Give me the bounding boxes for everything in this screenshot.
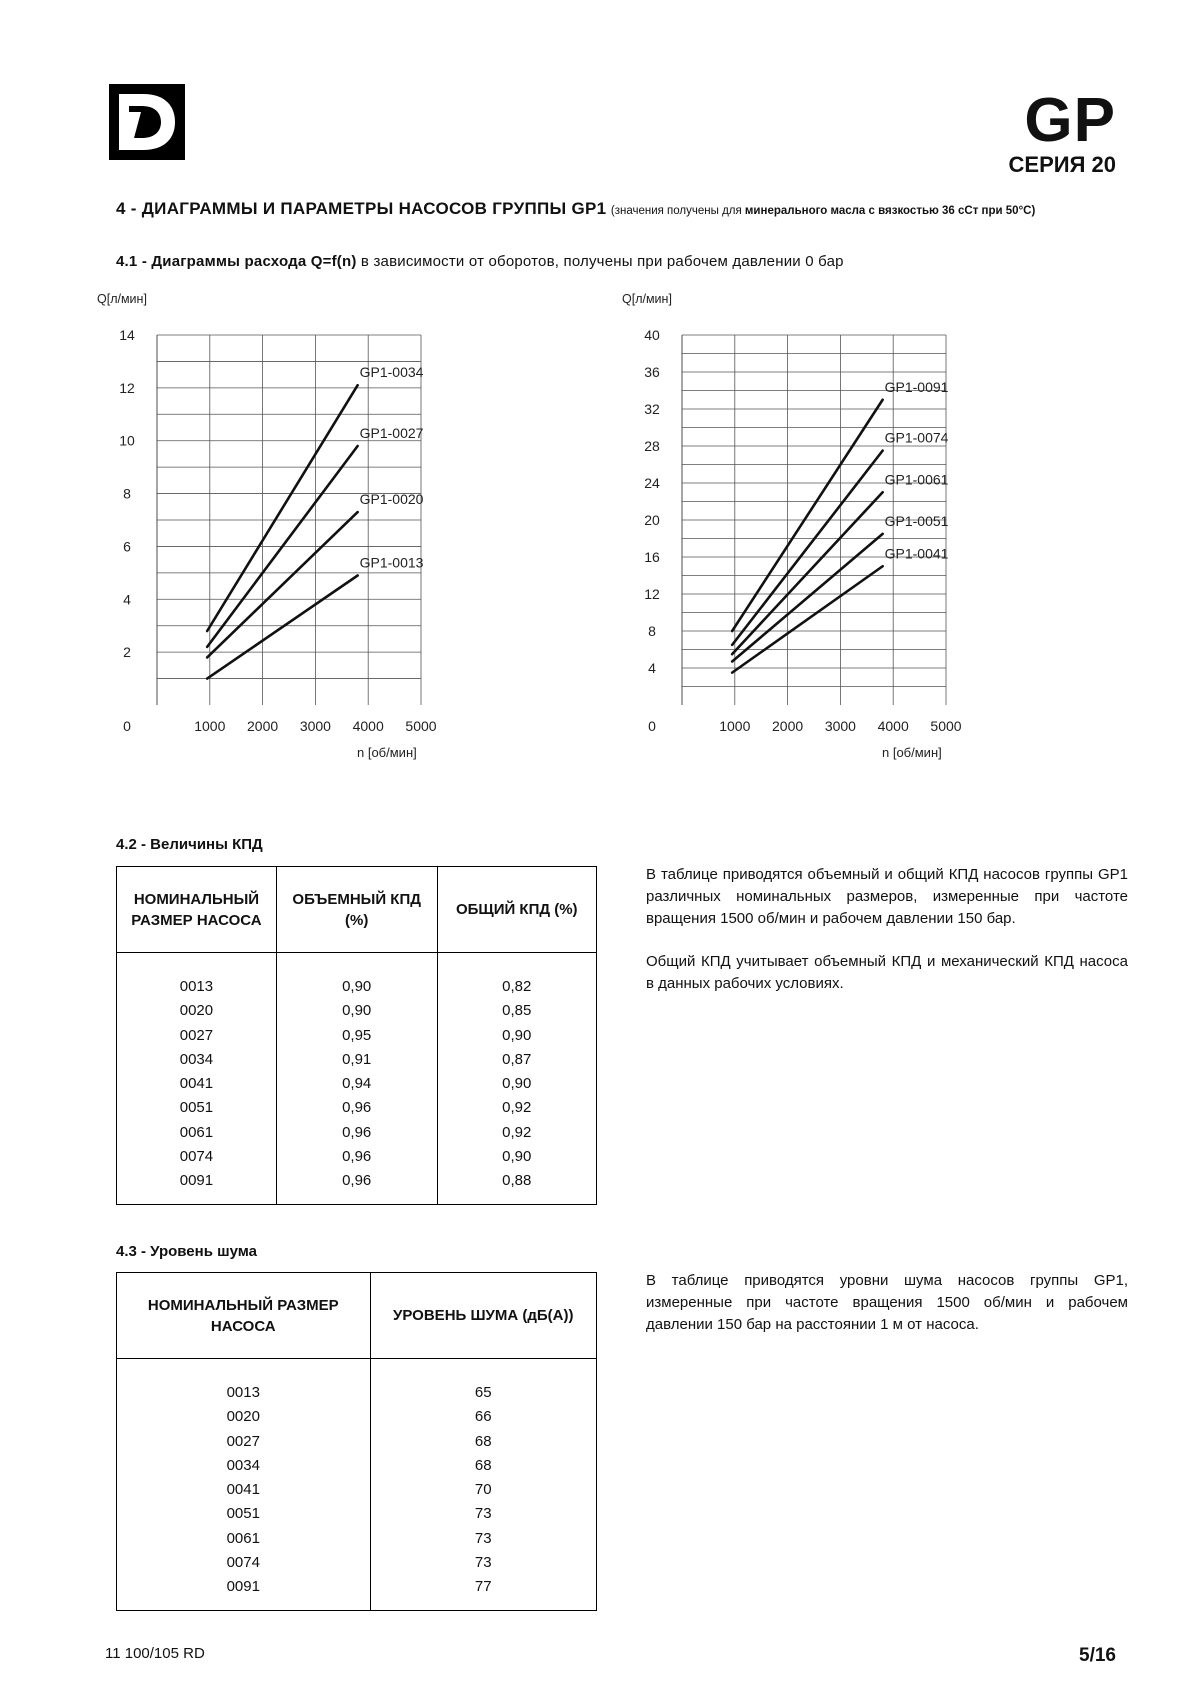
y-tick-label: 2 (123, 644, 131, 661)
x-tick-label: 2000 (772, 718, 804, 734)
table-cell: 0091 (179, 1172, 214, 1190)
y-tick-label: 16 (644, 549, 660, 565)
table-cell: 77 (474, 1578, 492, 1596)
x-tick-label: 5000 (405, 718, 437, 734)
section-heading: 4 - ДИАГРАММЫ И ПАРАМЕТРЫ НАСОСОВ ГРУППЫ GP1 (116, 199, 607, 218)
table-cell: 66 (474, 1408, 492, 1426)
table-cell: 0,90 (502, 1148, 532, 1166)
x-tick-label: 1000 (719, 718, 751, 734)
table-cell: 0,90 (502, 1026, 532, 1044)
table-cell: 0051 (226, 1505, 260, 1523)
y-tick-label: 20 (644, 512, 660, 528)
series-label: GP1-0013 (359, 554, 424, 571)
table-cell: 68 (474, 1456, 492, 1474)
y-tick-label: 24 (644, 475, 660, 491)
y-tick-label: 4 (123, 591, 131, 608)
table-cell: 0074 (179, 1148, 214, 1166)
table-cell: 73 (474, 1554, 492, 1572)
series-label: GP1-0091 (884, 378, 949, 395)
y-tick-label: 8 (123, 485, 131, 502)
table-cell: 0,95 (342, 1026, 372, 1044)
efficiency-header-overall: ОБЩИЙ КПД (%) (437, 867, 596, 953)
table-cell: 0091 (226, 1578, 260, 1596)
efficiency-col-overall (437, 953, 596, 1205)
table-cell: 0020 (226, 1408, 260, 1426)
y-tick-label: 8 (648, 623, 656, 639)
noise-text-1: В таблице приводятся уровни шума насосов группы GP1, измеренные при частоте вращения 1500 об/мин и рабочем давлении 150 бар на расстоянии 1 м от насоса. (646, 1272, 1128, 1333)
series-label: GP1-0041 (884, 545, 949, 562)
efficiency-header-size: НОМИНАЛЬНЫЙ РАЗМЕР НАСОСА (117, 867, 277, 953)
brand-block (1008, 86, 1116, 178)
efficiency-col-size (117, 953, 277, 1205)
y-tick-label: 28 (644, 438, 660, 454)
series-label: GP1-0074 (884, 429, 949, 446)
series-label: GP1-0051 (884, 512, 949, 529)
efficiency-table (116, 866, 597, 1205)
x-axis-label: n [об/мин] (882, 745, 942, 760)
series-label: СЕРИЯ 20 (1008, 152, 1116, 177)
table-cell: 0,90 (502, 1075, 532, 1093)
flow-chart-left-svg (95, 288, 495, 798)
flow-chart-left (95, 288, 495, 798)
table-cell: 0051 (179, 1099, 214, 1117)
table-cell: 0,96 (342, 1123, 372, 1141)
axis-zero-label: 0 (123, 718, 131, 734)
subsection-43-title: 4.3 - Уровень шума (116, 1243, 257, 1260)
efficiency-header-volumetric: ОБЪЕМНЫЙ КПД (%) (276, 867, 437, 953)
series-label: GP1-0020 (359, 491, 424, 508)
table-cell: 0013 (179, 978, 214, 995)
table-cell: 0041 (226, 1481, 260, 1499)
table-cell: 0,87 (502, 1050, 532, 1068)
noise-header-level: УРОВЕНЬ ШУМА (дБ(А)) (370, 1273, 596, 1359)
y-tick-label: 36 (644, 364, 660, 380)
series-line (207, 576, 357, 679)
subsection-42-title: 4.2 - Величины КПД (116, 836, 263, 853)
efficiency-text-1: В таблице приводятся объемный и общий КПД насосов группы GP1 различных номинальных размеров, измеренные при частоте вращения 1500 об/мин и рабочем давлении 150 бар. (646, 866, 1128, 927)
x-tick-label: 1000 (194, 718, 226, 734)
x-axis-label: n [об/мин] (357, 745, 417, 760)
section-note-bold: минерального масла с вязкостью 36 сСт при 50°С) (744, 205, 1036, 217)
table-cell: 70 (474, 1481, 492, 1499)
series-line (207, 512, 357, 657)
series-label: GP1-0027 (359, 425, 424, 441)
table-cell: 65 (474, 1384, 492, 1401)
table-cell: 73 (474, 1505, 492, 1523)
table-cell: 0027 (179, 1026, 214, 1044)
table-cell: 73 (474, 1529, 492, 1547)
table-cell: 0,96 (342, 1148, 372, 1166)
y-tick-label: 40 (644, 327, 660, 343)
series-line (207, 385, 357, 631)
noise-table (116, 1272, 597, 1611)
table-cell: 0061 (226, 1529, 260, 1547)
table-cell: 0,88 (502, 1172, 532, 1190)
x-tick-label: 3000 (299, 718, 331, 734)
x-tick-label: 5000 (930, 718, 962, 734)
y-tick-label: 14 (119, 327, 135, 343)
noise-header-size: НОМИНАЛЬНЫЙ РАЗМЕР НАСОСА (117, 1273, 371, 1359)
y-tick-label: 4 (648, 660, 656, 676)
table-cell: 0,85 (502, 1002, 532, 1020)
y-tick-label: 32 (644, 401, 660, 417)
table-cell: 0,92 (502, 1123, 532, 1141)
x-tick-label: 2000 (247, 718, 279, 734)
table-cell: 0034 (179, 1050, 214, 1068)
table-cell: 0,94 (342, 1075, 372, 1093)
y-tick-label: 12 (119, 379, 135, 396)
x-tick-label: 4000 (352, 718, 384, 734)
efficiency-col-volumetric (276, 953, 437, 1205)
table-cell: 68 (474, 1432, 492, 1450)
series-line (732, 451, 882, 645)
noise-col-level (370, 1359, 596, 1611)
table-cell: 0,90 (342, 1002, 372, 1020)
table-cell: 0020 (179, 1002, 214, 1020)
table-cell: 0,96 (342, 1172, 372, 1190)
y-tick-label: 12 (644, 586, 660, 602)
axis-zero-label: 0 (648, 718, 656, 734)
noise-description (646, 1270, 1128, 1357)
table-cell: 0013 (226, 1384, 260, 1401)
table-cell: 0041 (179, 1075, 214, 1093)
efficiency-text-2: Общий КПД учитывает объемный КПД и механический КПД насоса в данных рабочих условиях. (646, 953, 1128, 992)
series-label: GP1-0061 (884, 471, 949, 488)
page-number: 5/16 (1079, 1645, 1116, 1666)
section-title (116, 199, 1035, 219)
section-note (611, 205, 1035, 217)
document-code: 11 100/105 RD (105, 1645, 205, 1662)
table-cell: 0,91 (342, 1050, 372, 1068)
noise-col-size (117, 1359, 371, 1611)
table-cell: 0,96 (342, 1099, 372, 1117)
brand-title: GP (1024, 86, 1116, 155)
x-tick-label: 3000 (824, 718, 856, 734)
x-tick-label: 4000 (877, 718, 909, 734)
table-cell: 0027 (226, 1432, 260, 1450)
table-cell: 0,90 (342, 978, 372, 995)
efficiency-description (646, 864, 1128, 1016)
table-cell: 0,92 (502, 1099, 532, 1117)
table-cell: 0034 (226, 1456, 260, 1474)
y-tick-label: 10 (119, 432, 135, 449)
y-axis-label: Q[л/мин] (97, 292, 147, 306)
series-line (732, 566, 882, 672)
subsection-41-rest: в зависимости от оборотов, получены при рабочем давлении 0 бар (356, 253, 844, 270)
y-tick-label: 6 (123, 538, 131, 555)
table-cell: 0074 (226, 1554, 260, 1572)
table-cell: 0,82 (502, 978, 532, 995)
subsection-41-bold: 4.1 - Диаграммы расхода Q=f(n) (116, 253, 357, 270)
chart-grid (157, 335, 421, 705)
series-label: GP1-0034 (359, 364, 424, 381)
flow-chart-right (620, 288, 1020, 798)
company-logo (109, 84, 185, 160)
flow-chart-right-svg (620, 288, 1020, 798)
section-note-prefix: (значения получены для (610, 205, 745, 217)
subsection-41-title (116, 253, 844, 270)
table-cell: 0061 (179, 1123, 214, 1141)
y-axis-label: Q[л/мин] (622, 292, 672, 306)
